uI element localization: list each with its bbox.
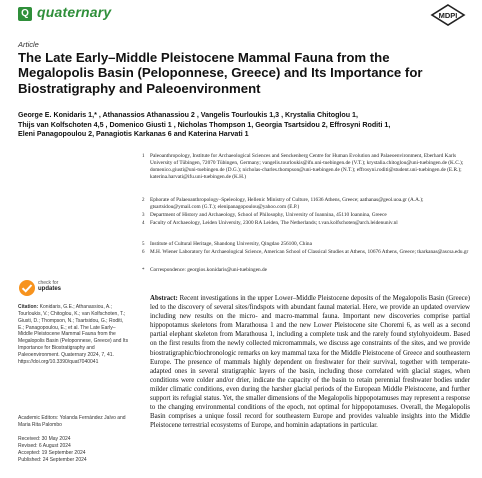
citation-block <box>18 304 130 366</box>
citation-text: Konidaris, G.E.; Athanassiou, A.; Tourloukis, V.; Chitoglou, K.; van Kolfschoten, T.; Giusti, D.; Thompson, N.; Tsartsidou, G.; Roditi, E.; Panagopoulou, E.; et al. The Late Early–Middle Pleistocene Mammal Fauna from the Megalopolis Basin (Peloponnese, Greece) and Its Importance for Biostratigraphy and Paleoenvironment. Quaternary 2024, 7, 41. https://doi.org/10.3390/quat7040041 <box>18 304 129 365</box>
accepted-date: Accepted: 19 September 2024 <box>18 449 86 456</box>
affiliation-4 <box>142 219 470 227</box>
affiliation-number: 2 <box>142 198 145 203</box>
article-type: Article <box>18 40 39 49</box>
mdpi-logo-text: MDPI <box>438 11 458 20</box>
author-line-2: Thijs van Kolfschoten 4,5 , Domenico Giusti 1 , Nicholas Thompson 1, Georgia Tsartsidou 2, Effrosyni Roditi 1, <box>18 120 391 129</box>
abstract-label: Abstract: <box>150 295 178 302</box>
affiliation-number: 5 <box>142 242 145 247</box>
affiliation-text: Correspondence: georgios.konidaris@uni-tuebingen.de <box>150 267 268 273</box>
author-list <box>18 111 473 140</box>
abstract-text: Recent investigations in the upper Lower–Middle Pleistocene deposits of the Megalopolis Basin (Greece) led to the discovery of several sites/findspots with abundant faunal material. Here, we provide an updated overview including new results on the micro- and macro-mammal fauna. Important new discoveries comprise partial hippopotamus skeletons from Marathousa 1 and the new Lower Pleistocene site Choremi 6, as well as a second partial elephant skeleton from Marathousa 1, including a complete tusk and the rarely found stylohyoideum. Based on the first results from the newly collected micromammals, we discuss age constraints of the sites, and we provide biostratigraphic/biochronologic remarks on key mammal taxa for the Middle Pleistocene of Greece and southeastern Europe. The presence of mammals highly dependent on freshwater for their survival, together with temperate-adapted ones in several stratigraphic layers of the basin, including those correlated with glacial stages, when conditions were colder and/or drier, indicate the capacity of the basin to retain perennial freshwater bodies under milder climatic conditions, even during the harsher glacial periods of the European Middle Pleistocene, and further support its refugial status. Yet, the smaller dimensions of the Megalopolis hippopotamuses may represent a response to the changing environmental conditions of the epoch, not optimal for hippopotamuses. Overall, the Megalopolis Basin comprises a unique fossil record for southeastern Europe and provides valuable insights into the Middle Pleistocene terrestrial ecosystems of Europe, and hominin adaptations in particular. <box>150 295 470 430</box>
affiliation-2 <box>142 197 470 211</box>
affiliation-text: M.H. Wiener Laboratory for Archaeological Science, American School of Classical Studies at Athens, 10676 Athens, Greece; tkarkanas@ascsa.edu.gr <box>150 249 469 255</box>
journal-name: quaternary <box>37 4 112 20</box>
author-line-1: George E. Konidaris 1,* , Athanassios Athanassiou 2 , Vangelis Tourloukis 1,3 , Krystalia Chitoglou 1, <box>18 111 358 119</box>
citation-label: Citation: <box>18 304 39 310</box>
affiliation-text: Ephorate of Palaeoanthropology–Speleology, Hellenic Ministry of Culture, 11636 Athens, Greece; aathanas@geol.uoa.gr (A.A.); gtsartsidou@ymail.com (G.T.); elenipanagopoulou@yahoo.com (E.P.) <box>150 197 424 211</box>
publication-dates <box>18 436 130 463</box>
affiliation-text: Faculty of Archaeology, Leiden University, 2300 RA Leiden, The Netherlands; t.van.kolfschoten@arch.leidenuniv.nl <box>150 219 398 226</box>
mdpi-logo-icon <box>430 4 466 26</box>
affiliation-number: 1 <box>142 154 145 159</box>
affiliation-5 <box>142 241 470 248</box>
abstract <box>150 294 470 430</box>
journal-logo-icon: Q <box>18 7 32 21</box>
affiliation-number: * <box>142 268 145 273</box>
affiliation-number: 6 <box>142 250 145 255</box>
affiliation-text: Paleoanthropology, Institute for Archaeological Sciences and Senckenberg Centre for Human Evolution and Palaeoenvironment, Eberhard Karls University of Tübingen, 72070 Tübingen, Germany; vangelis.tourloukis@ifu.uni-tuebingen.de (V.T.); krystalia.chitoglou@uni-tuebingen.de (K.C.); domenico.giusti@uni-tuebingen.de (D.G.); nicholas-charles.thompson@uni-tuebingen.de (N.T.); effrosyni.roditi@student.uni-tuebingen.de (E.R.); katerina.harvati@ifu.uni-tuebingen.de (K.H.) <box>150 153 464 181</box>
editors-label: Academic Editors: <box>18 415 59 421</box>
affiliation-3 <box>142 212 470 219</box>
affiliation-number: 3 <box>142 213 145 218</box>
affiliation-text: Department of History and Archaeology, School of Philosophy, University of Ioannina, 45110 Ioannina, Greece <box>150 212 387 218</box>
author-line-3: Eleni Panagopoulou 2, Panagiotis Karkanas 6 and Katerina Harvati 1 <box>18 130 249 139</box>
check-updates-text-1: check for <box>38 280 59 286</box>
affiliation-text: Institute of Cultural Heritage, Shandong University, Qingdao 256100, China <box>150 241 312 247</box>
check-updates-text-2: updates <box>38 286 62 292</box>
affiliation-6 <box>142 249 470 256</box>
correspondence <box>142 267 470 274</box>
affiliation-number: 4 <box>142 220 145 226</box>
editors-text: Yolanda Fernández Jalvo and Maria Rita Palombo <box>18 415 126 428</box>
received-date: Received: 30 May 2024 <box>18 436 71 442</box>
check-for-updates-button[interactable] <box>18 277 64 299</box>
academic-editors <box>18 415 130 429</box>
check-updates-icon <box>18 279 36 297</box>
published-date: Published: 24 September 2024 <box>18 456 87 463</box>
affiliation-1 <box>142 153 470 181</box>
article-title: The Late Early–Middle Pleistocene Mammal Fauna from the Megalopolis Basin (Peloponnese, Greece) and Its Importance for Biostratigraphy and Paleoenvironment <box>18 50 423 96</box>
revised-date: Revised: 6 August 2024 <box>18 442 71 449</box>
